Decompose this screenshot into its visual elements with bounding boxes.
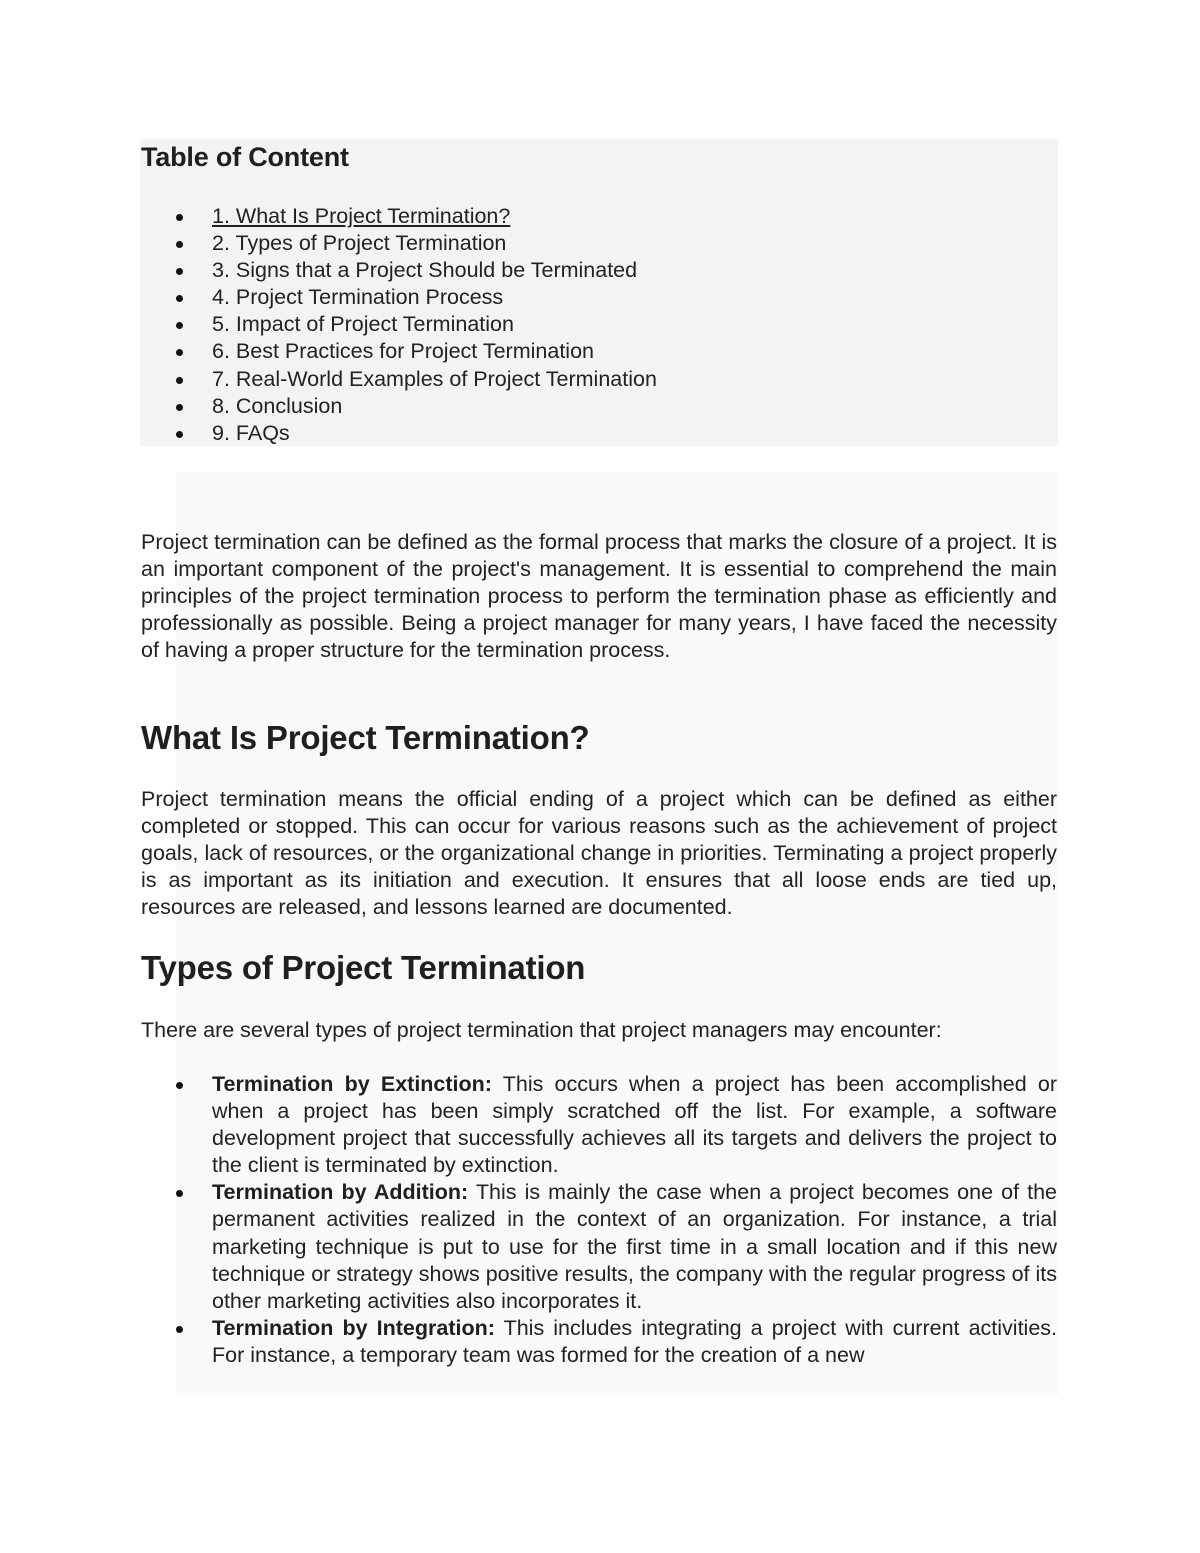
type-description: This is mainly the case when a project becomes one of the permanent activities realized in the context of an organization. For instance, a trial marketing technique is put to use for the first time in a small location and if this new technique or strategy shows positive results, the company with the regular progress of its other marketing activities also incorporates it. [212, 1180, 1057, 1313]
type-description: This includes integrating a project with current activities. For instance, a temporary team was formed for the creation of a new [212, 1315, 1057, 1367]
toc-item[interactable]: 9. FAQs [176, 420, 657, 447]
heading-what-is: What Is Project Termination? [141, 719, 590, 756]
types-list [176, 1071, 1057, 1369]
toc-title: Table of Content [141, 142, 349, 172]
types-list-item [176, 1315, 1057, 1369]
toc-item[interactable]: 6. Best Practices for Project Termination [176, 338, 657, 365]
type-description: This occurs when a project has been accomplished or when a project has been simply scratched off the list. For example, a software development project that successfully achieves all its targets and delivers the project to the client is terminated by extinction. [212, 1072, 1057, 1178]
types-list-item [176, 1071, 1057, 1179]
type-label: Termination by Extinction: [212, 1072, 492, 1096]
toc-item[interactable]: 2. Types of Project Termination [176, 230, 657, 257]
toc-item[interactable]: 8. Conclusion [176, 393, 657, 420]
toc-item[interactable]: 4. Project Termination Process [176, 284, 657, 311]
toc-item[interactable]: 7. Real-World Examples of Project Termination [176, 366, 657, 393]
what-is-paragraph: Project termination means the official ending of a project which can be defined as either completed or stopped. This can occur for various reasons such as the achievement of project goals, lack of resources, or the organizational change in priorities. Terminating a project properly is as important as its initiation and execution. It ensures that all loose ends are tied up, resources are released, and lessons learned are documented. [141, 787, 1057, 920]
toc-link-what-is[interactable]: 1. What Is Project Termination? [212, 204, 511, 228]
types-list-item [176, 1179, 1057, 1314]
type-label: Termination by Addition: [212, 1180, 469, 1205]
intro-paragraph: Project termination can be defined as the formal process that marks the closure of a project. It is an important component of the project's management. It is essential to comprehend the main principles of the project termination process to perform the termination phase as efficiently and professionally as possible. Being a project manager for many years, I have faced the necessity of having a proper structure for the termination process. [141, 530, 1057, 663]
types-intro-paragraph: There are several types of project termination that project managers may encounter: [141, 1018, 942, 1042]
toc-item[interactable]: 5. Impact of Project Termination [176, 311, 657, 338]
toc-item[interactable]: 3. Signs that a Project Should be Terminated [176, 257, 657, 284]
heading-types: Types of Project Termination [141, 949, 586, 986]
type-label: Termination by Integration: [212, 1315, 495, 1340]
